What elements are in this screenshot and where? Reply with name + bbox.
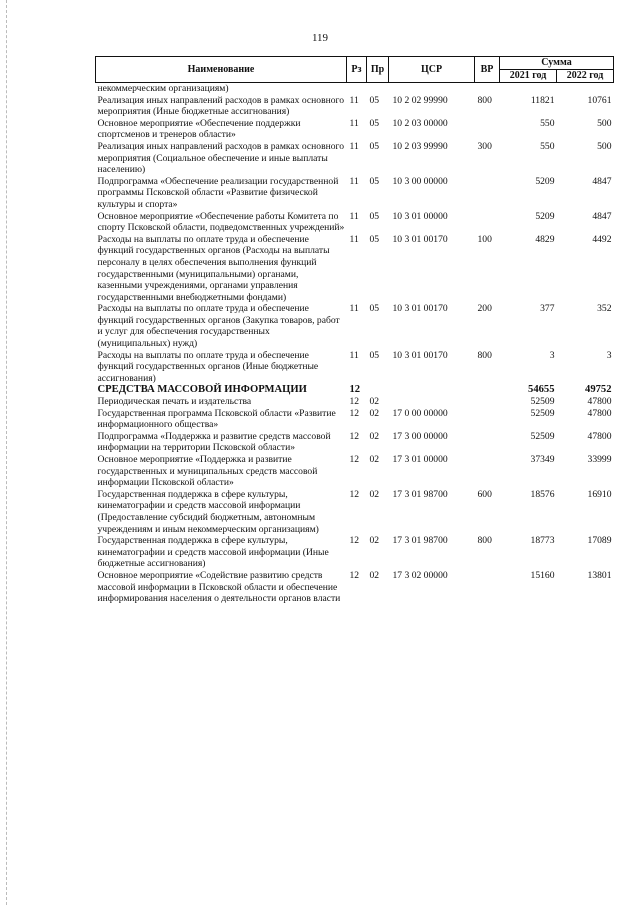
row-vr [475,454,500,489]
row-sum-2021: 52509 [530,396,555,408]
row-sum-2022 [557,83,614,95]
row-rz: 12 [349,535,360,547]
row-pr: 05 [369,210,380,222]
row-sum-2022: 352 [597,303,612,315]
row-name: Государственная поддержка в сфере культуры, кинематографии и средств массовой информации (Предоставление субсидий бюджетным, автономным учреждениям и иным некоммерческим организациям) [97,488,319,535]
row-vr: 200 [477,303,492,315]
row-name: Расходы на выплаты по оплате труда и обеспечение функций государственных органов (Закупка товаров, работ и услуг для обеспечения государственных (муниципальных) нужд) [97,303,340,350]
row-name: Расходы на выплаты по оплате труда и обеспечение функций государственных органов (Иные бюджетные ассигнования) [97,349,319,384]
row-sum-2022: 4492 [592,233,612,245]
row-sum-2022: 47800 [587,407,612,419]
table-row [96,396,614,408]
row-sum-2021: 54655 [528,384,555,396]
row-csr: 17 3 01 98700 [392,488,448,500]
row-sum-2022: 500 [597,117,612,129]
row-csr [389,83,475,95]
row-vr: 600 [477,488,492,500]
row-rz: 11 [349,303,359,315]
row-rz: 11 [349,175,359,187]
row-sum-2021: 5209 [535,175,555,187]
row-name: Основное мероприятие «Обеспечение поддержки спортсменов и тренеров области» [97,117,301,141]
table-row [96,234,614,304]
row-sum-2021: 37349 [530,454,555,465]
header-csr: ЦСР [389,57,475,83]
row-rz [347,83,367,95]
page-number: 119 [311,32,329,44]
row-name: СРЕДСТВА МАССОВОЙ ИНФОРМАЦИИ [97,384,307,396]
row-sum-2021: 550 [540,117,555,129]
header-sum: Сумма [500,57,614,70]
row-sum-2021 [500,83,557,95]
row-sum-2022: 16910 [587,488,612,500]
row-name: Подпрограмма «Обеспечение реализации государственной программы Псковской области «Развитие физической культуры и спорта» [97,175,339,210]
row-pr: 02 [369,430,380,442]
row-csr: 10 3 01 00000 [392,210,448,222]
row-sum-2022: 13801 [587,569,612,581]
row-csr: 17 3 02 00000 [392,569,448,581]
row-vr [475,176,500,211]
row-pr: 02 [369,488,380,500]
row-sum-2021: 52509 [530,407,555,419]
table-row [96,83,614,95]
row-sum-2022: 33999 [587,454,612,465]
row-csr: 17 3 01 00000 [392,454,448,465]
table-row [96,384,614,396]
row-csr: 17 0 00 00000 [392,407,448,419]
row-csr [389,384,475,396]
row-rz: 12 [349,396,360,408]
row-sum-2022: 49752 [585,384,612,396]
row-name: некоммерческим организациям) [97,83,229,94]
row-csr: 17 3 00 00000 [392,430,448,442]
row-csr: 17 3 01 98700 [392,535,448,547]
row-sum-2022: 10761 [587,94,612,106]
row-name: Государственная программа Псковской области «Развитие информационного общества» [97,407,336,431]
row-pr: 05 [369,94,380,106]
header-name: Наименование [96,57,347,83]
row-pr [367,384,389,396]
row-vr: 800 [477,349,492,361]
row-pr [367,83,389,95]
row-pr: 02 [369,407,380,419]
row-name: Реализация иных направлений расходов в рамках основного мероприятия (Социальное обеспечение и иные выплаты населению) [97,140,345,176]
row-vr [475,570,500,605]
row-sum-2022: 17089 [587,535,612,547]
table-row [96,535,614,570]
row-csr: 10 3 00 00000 [392,175,448,187]
row-name: Реализация иных направлений расходов в рамках основного мероприятия (Иные бюджетные ассигнования) [97,94,345,118]
row-name: Подпрограмма «Поддержка и развитие средств массовой информации на территории Псковской области» [97,430,331,454]
row-vr: 300 [477,140,492,152]
row-sum-2021: 52509 [530,430,555,442]
row-sum-2022: 47800 [587,396,612,408]
row-rz: 11 [349,210,359,222]
table-row [96,489,614,535]
table-body [96,83,614,605]
row-sum-2022: 500 [597,140,612,152]
row-name: Основное мероприятие «Содействие развитию средств массовой информации в Псковской области и обеспечение информирования населения о деятельности органов власти [97,569,341,605]
row-csr [389,396,475,408]
row-rz: 12 [349,407,360,419]
budget-table [95,56,614,605]
row-vr [475,211,500,234]
row-vr [475,431,500,454]
table-row [96,303,614,349]
row-csr: 10 3 01 00170 [392,233,448,245]
row-pr: 05 [369,140,380,152]
row-vr [475,384,500,396]
table-header [96,57,614,83]
row-csr: 10 2 02 99990 [392,94,448,106]
row-pr: 02 [369,535,380,547]
row-vr [475,118,500,141]
table-row [96,431,614,454]
header-pr: Пр [367,57,389,83]
row-sum-2021: 550 [540,140,555,152]
header-rz: Рз [347,57,367,83]
row-csr: 10 3 01 00170 [392,303,448,315]
row-pr: 02 [369,569,380,581]
header-year-2021: 2021 год [500,70,557,83]
row-pr: 05 [369,233,380,245]
row-vr: 100 [477,233,492,245]
row-sum-2022: 4847 [592,210,612,222]
table-row [96,408,614,431]
row-sum-2021: 11821 [530,94,555,106]
scan-margin-line [6,0,7,905]
table-row [96,211,614,234]
row-sum-2022: 47800 [587,430,612,442]
row-sum-2021: 18576 [530,488,555,500]
table-row [96,176,614,211]
row-name: Государственная поддержка в сфере культуры, кинематографии и средств массовой информации (Иные бюджетные ассигнования) [97,535,329,570]
row-name: Основное мероприятие «Поддержка и развитие государственных и муниципальных средств массовой информации Псковской области» [97,454,318,489]
row-rz: 12 [349,488,360,500]
row-rz: 11 [349,349,359,361]
row-sum-2022: 3 [606,349,612,361]
row-sum-2021: 377 [540,303,555,315]
row-rz: 12 [349,569,360,581]
row-name: Периодическая печать и издательства [97,396,252,408]
row-vr: 800 [477,535,492,547]
row-name: Расходы на выплаты по оплате труда и обеспечение функций государственных органов (Расходы на выплаты персоналу в целях обеспечения выполнения функций государственными (муниципальными) органами, казенными учреждениями, органами управления государственными внебюджетными фондами) [97,233,330,303]
row-pr: 02 [369,396,380,408]
row-sum-2021: 5209 [535,210,555,222]
table-row [96,141,614,176]
row-pr: 05 [369,175,380,187]
row-sum-2021: 3 [549,349,555,361]
row-pr: 05 [369,303,380,315]
row-rz: 11 [349,233,359,245]
row-pr: 05 [369,349,380,361]
table-row [96,454,614,489]
header-year-2022: 2022 год [557,70,614,83]
table-row [96,95,614,118]
row-csr: 10 3 01 00170 [392,349,448,361]
row-sum-2022: 4847 [592,175,612,187]
row-csr: 10 2 03 00000 [392,117,448,129]
row-rz: 11 [349,117,359,129]
header-vr: ВР [475,57,500,83]
row-sum-2021: 18773 [530,535,555,547]
row-csr: 10 2 03 99990 [392,140,448,152]
row-rz: 11 [349,94,359,106]
table-row [96,118,614,141]
row-rz: 12 [349,430,360,442]
row-pr: 02 [369,454,380,465]
row-sum-2021: 15160 [530,569,555,581]
row-rz: 11 [349,140,359,152]
row-name: Основное мероприятие «Обеспечение работы Комитета по спорту Псковской области, подведомственных учреждений» [97,210,345,234]
row-vr [475,408,500,431]
row-pr: 05 [369,117,380,129]
row-vr [475,396,500,408]
row-vr: 800 [477,94,492,106]
table-row [96,570,614,605]
row-sum-2021: 4829 [535,233,555,245]
row-rz: 12 [349,454,360,465]
row-rz: 12 [349,384,361,396]
row-vr [475,83,500,95]
table-row [96,350,614,385]
